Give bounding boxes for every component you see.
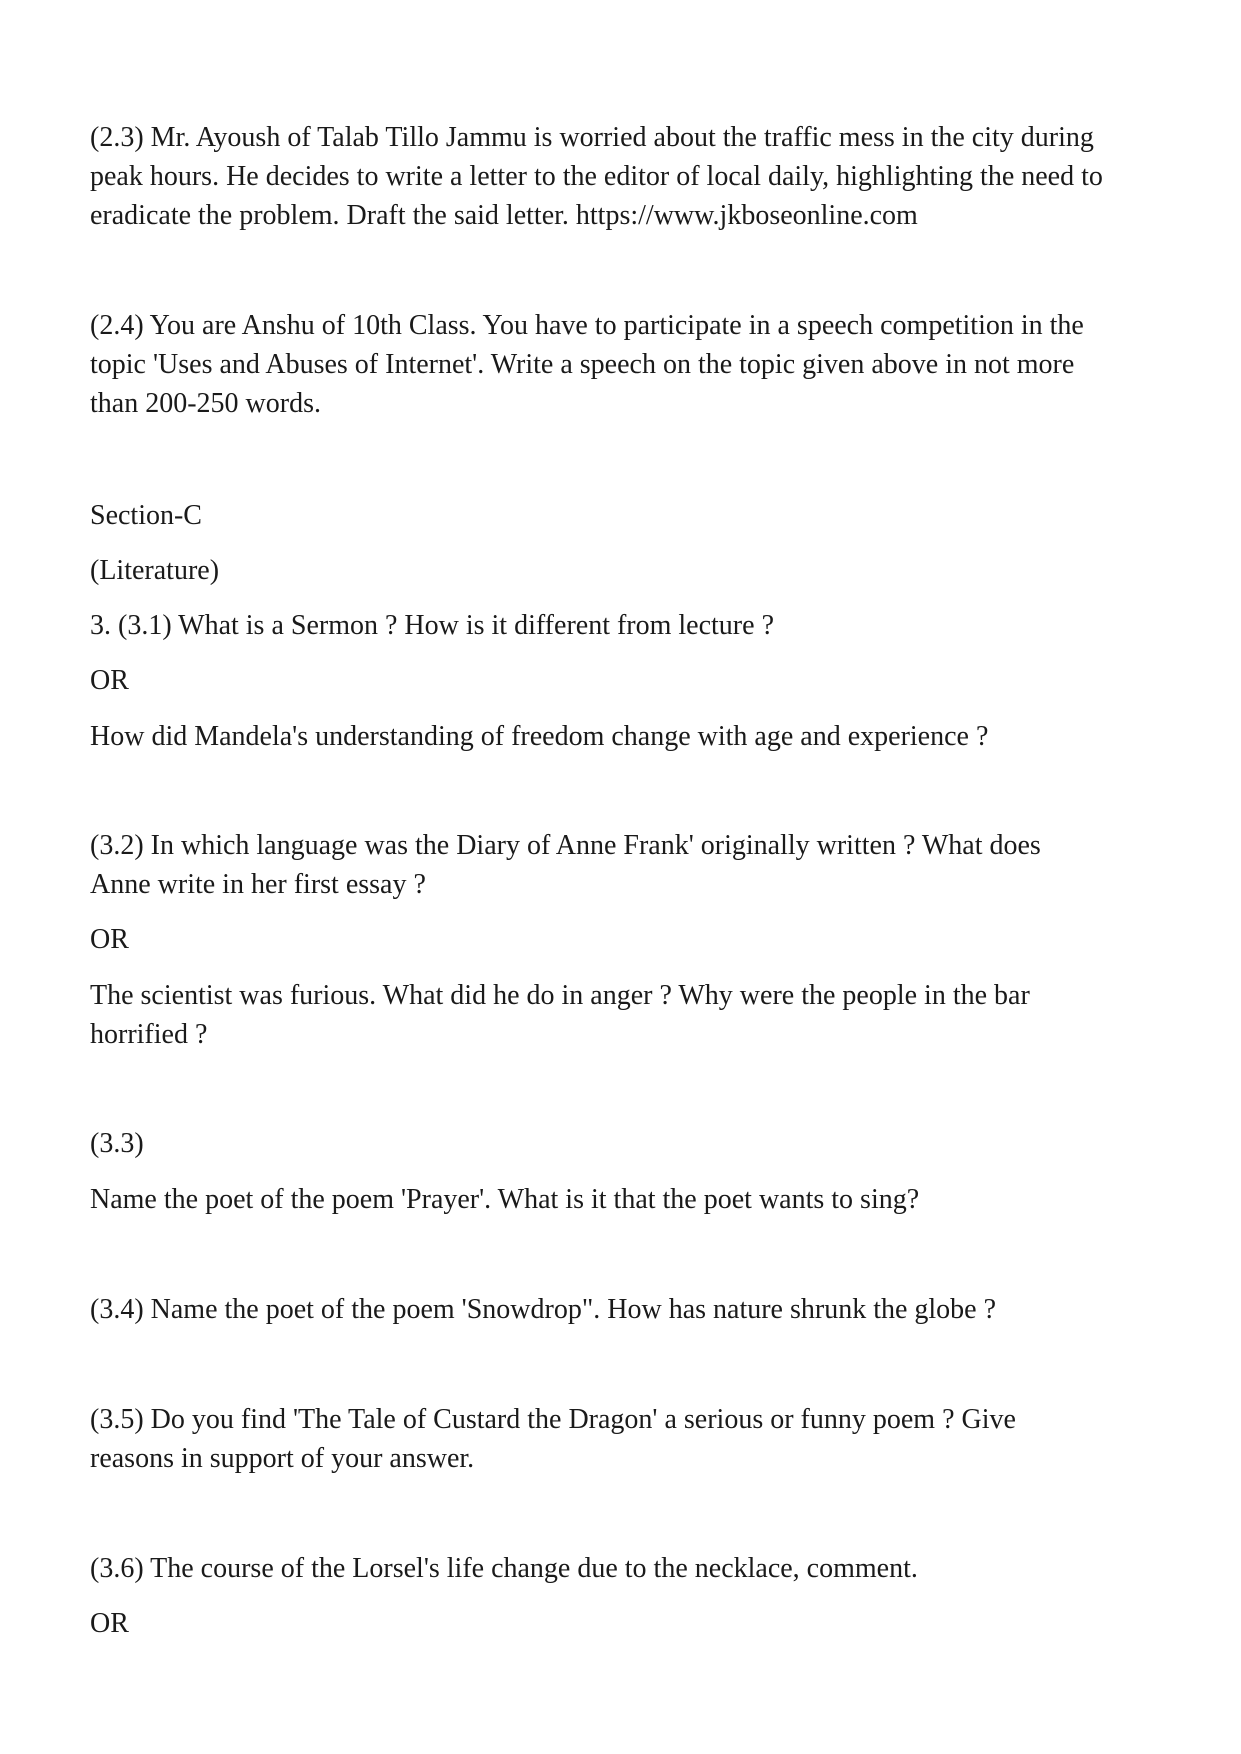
question-3-2-alt-line-2: horrified ? [90, 1019, 208, 1050]
question-3-2-line-1: (3.2) In which language was the Diary of Anne Frank' originally written ? What does [90, 830, 1041, 861]
question-3-3-number: (3.3) [90, 1128, 144, 1159]
question-3-3: Name the poet of the poem 'Prayer'. What is it that the poet wants to sing? [90, 1184, 920, 1215]
question-3-4: (3.4) Name the poet of the poem 'Snowdrop". How has nature shrunk the globe ? [90, 1294, 997, 1325]
or-label: OR [90, 665, 129, 696]
question-3-5-line-1: (3.5) Do you find 'The Tale of Custard the Dragon' a serious or funny poem ? Give [90, 1404, 1016, 1435]
section-subheading: (Literature) [90, 555, 220, 586]
question-3-1-alternative: How did Mandela's understanding of freedom change with age and experience ? [90, 721, 989, 752]
question-2-3-line-2: peak hours. He decides to write a letter to the editor of local daily, highlighting the need to [90, 161, 1103, 192]
section-heading: Section-C [90, 500, 202, 531]
question-3-6: (3.6) The course of the Lorsel's life change due to the necklace, comment. [90, 1553, 918, 1584]
question-2-4-line-3: than 200-250 words. [90, 388, 321, 419]
or-label: OR [90, 924, 129, 955]
question-3-2-line-2: Anne write in her first essay ? [90, 869, 426, 900]
or-label: OR [90, 1608, 129, 1639]
question-3-2 [90, 826, 1170, 904]
question-2-4-line-1: (2.4) You are Anshu of 10th Class. You have to participate in a speech competition in the [90, 310, 1084, 341]
question-3-2-alternative [90, 976, 1170, 1054]
question-3-1: 3. (3.1) What is a Sermon ? How is it different from lecture ? [90, 610, 774, 641]
question-2-4 [90, 306, 1170, 423]
question-3-5 [90, 1400, 1170, 1478]
question-2-3-line-1: (2.3) Mr. Ayoush of Talab Tillo Jammu is worried about the traffic mess in the city during [90, 122, 1094, 153]
question-3-5-line-2: reasons in support of your answer. [90, 1443, 475, 1474]
question-2-3-line-3: eradicate the problem. Draft the said letter. https://www.jkboseonline.com [90, 200, 918, 231]
question-2-4-line-2: topic 'Uses and Abuses of Internet'. Write a speech on the topic given above in not more [90, 349, 1075, 380]
question-2-3 [90, 118, 1170, 235]
question-3-2-alt-line-1: The scientist was furious. What did he do in anger ? Why were the people in the bar [90, 980, 1030, 1011]
